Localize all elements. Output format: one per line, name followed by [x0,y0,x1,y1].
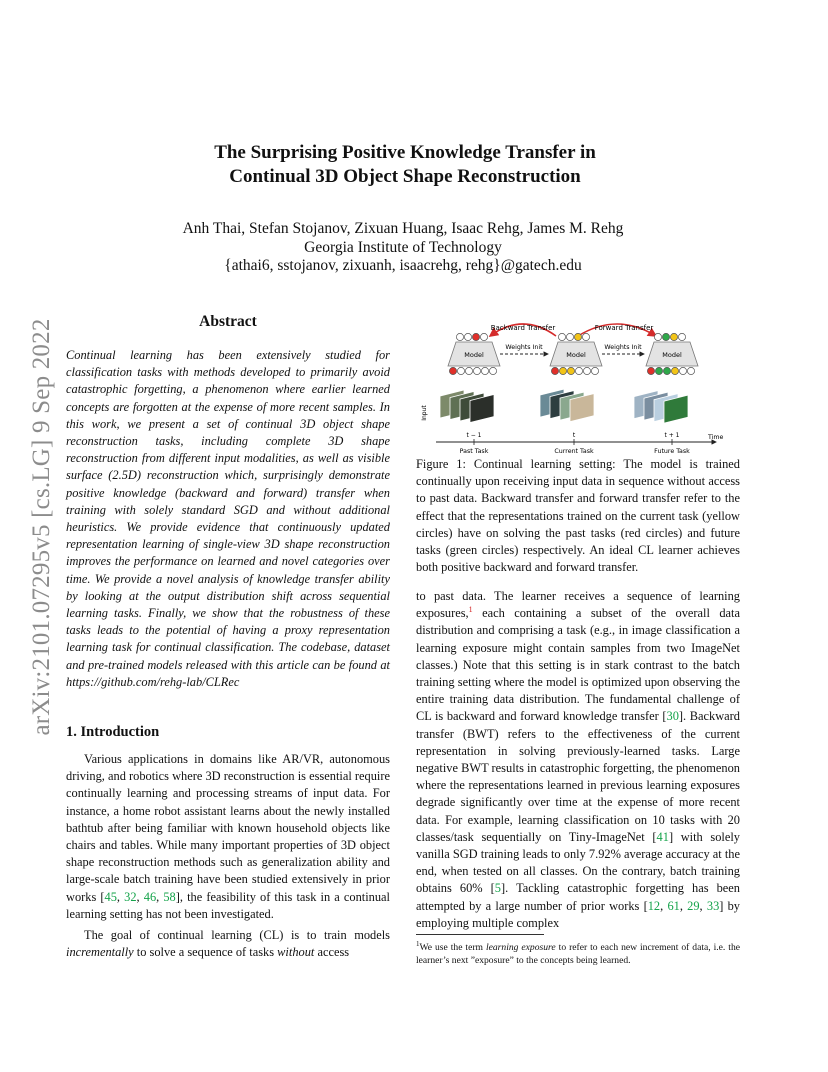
footnote-number: 1 [416,940,420,948]
past-task-label: Past Task [459,448,489,455]
figure-caption: Figure 1: Continual learning setting: The model is trained continually upon receiving input data in sequence without access to past data. Backward transfer and forward transfer refer to the effect that the representations trained on the current task (yellow circles) have on solving the past tasks (red circles) and future tasks (green circles) respectively. An ideal CL learner achieves both positive backward and forward transfer. [416,457,740,575]
model-label: Model [464,351,484,359]
right-column-body: to past data. The learner receives a sequence of learning exposures,$^1$ each containing a subset of the overall data distribution and comprising a task (e.g., in image classification a learning exposure might contain samples from two ImageNet classes.) Note that this setting is in stark contrast to the batch training setting where the model is optimized upon observing the entire training data distribution. The fundamental challenge of CL is backward and forward knowledge transfer [30]. Backward transfer (BWT) refers to the effectiveness of the current representation in solving previously-learned tasks. Large negative BWT results in catastrophic forgetting, the phenomenon where the representations learned in previous learning exposures degrade significantly over time at the expense of more recent data. For example, learning classification on 10 tasks with 20 classes/task sequentially on Tiny-ImageNet [41] with solely vanilla SGD training leads to only 7.92% average accuracy at the end, when tested on all classes. On the contrary, batch training obtains 60% [5]. Tackling catastrophic forgetting has been attempted by a large number of prior works [12, 61, 29, 33] by employing multiple complex [416,589,741,930]
footnote-text: to refer to each new increment of data, i.e. the learner’s next ”exposure” to the concepts being learned. [416,942,740,967]
arxiv-sidebar [16,292,68,762]
future-model-block [646,333,698,374]
citation-link[interactable]: 12 [647,898,661,913]
affiliation: Georgia Institute of Technology [304,238,502,256]
intro-heading: 1. Introduction [66,724,160,740]
body-text: to past data. The learner receives a sequence of learning exposures, [416,589,740,621]
body-text: ] by employing multiple complex [416,898,741,930]
author-emails: {athai6, sstojanov, zixuanh, isaacrehg, rehg}@gatech.edu [224,257,582,274]
body-text: each containing a subset of the overall data distribution and comprising a task (e.g., in image classification a learning exposure might contain samples from two ImageNet classes.) Note that this setting is in stark contrast to the batch training setting where the model is optimized upon observing the entire training data distribution. The fundamental challenge of CL is backward and forward knowledge transfer [ [416,606,740,724]
model-label: Model [662,351,682,359]
citation-link[interactable]: 45 [104,889,117,904]
intro-p1-text-b: ], the feasibility of this task in a continual learning setting has not been investigated. [66,889,390,921]
intro-p2-emphasis: incrementally [66,945,134,960]
intro-p2-text-b: to solve a sequence of tasks [133,945,278,960]
intro-p2-text-a: The goal of continual learning (CL) is to train models [84,928,390,943]
current-input-images [540,389,594,422]
body-text: ]. Backward transfer (BWT) refers to the effectiveness of the current representation in solving previously-learned tasks. Large negative BWT results in catastrophic forgetting, the phenomenon where the representations learned in previous learning exposures degrade significantly over time at the expense of more recent data. For example, learning classification on 10 tasks with 20 classes/task sequentially on Tiny-ImageNet [ [416,709,740,844]
title-line-2: Continual 3D Object Shape Reconstruction [229,166,581,187]
current-model-block [550,333,602,374]
intro-paragraph-2 [66,927,390,961]
body-text: ] with solely vanilla SGD training leads to only 7.92% average accuracy at the end, when tested on all classes. On the contrary, batch training obtains 60% [ [416,829,740,896]
citation-link[interactable]: 29 [687,898,700,913]
citation-link[interactable]: 58 [163,889,176,904]
citation-link[interactable]: 5 [494,881,501,896]
input-axis-label: Input [421,405,428,421]
footnote-emphasis: learning exposure [485,942,556,954]
abstract-heading: Abstract [199,313,257,330]
weights-init-label: Weights Init [505,344,543,351]
future-input-images [634,391,688,424]
footnote [416,938,740,967]
backward-transfer-label: Backward Transfer [490,324,556,332]
paper-title [120,141,690,189]
footnote-marker[interactable]: 1 [468,605,473,615]
author-names: Anh Thai, Stefan Stojanov, Zixuan Huang, Isaac Rehg, James M. Rehg [182,220,624,237]
current-task-label: Current Task [554,448,594,455]
time-axis-label: Time [708,434,724,441]
footnote-text: We use the term [419,942,486,954]
tick-label-t: t [572,432,576,439]
forward-transfer-label: Forward Transfer [594,324,654,332]
arxiv-identifier: arXiv:2101.07295v5 [cs.LG] 9 Sep 2022 [28,318,55,736]
footnote-rule [416,934,544,935]
intro-p2-emphasis: without [277,945,315,960]
citation-link[interactable]: 46 [143,889,157,904]
figure-continual-learning [416,316,740,456]
title-line-1: The Surprising Positive Knowledge Transfer in [214,142,596,163]
citation-link[interactable]: 32 [124,889,137,904]
intro-body [66,751,390,961]
citation-link[interactable]: 41 [656,829,669,844]
tick-label-t-minus-1: t − 1 [466,432,482,439]
past-model-block [448,333,500,374]
abstract-text: Continual learning has been extensively studied for classification tasks with methods developed to primarily avoid catastrophic forgetting, a phenomenon where earlier learned concepts are forgotten at the expense of more recent samples. In this work, we present a set of continual 3D object shape reconstruction tasks, including complete 3D shape reconstruction from different input modalities, as well as visible surface (2.5D) reconstruction which, surprisingly demonstrate positive knowledge (backward and forward) transfer when training with solely standard SGD and without additional heuristics. We provide evidence that continuously updated representation learning of single-view 3D shape reconstruction improves the performance on learned and novel categories over time. We provide a novel analysis of knowledge transfer ability by looking at the output distribution shift across sequential learning tasks. Finally, we show that the robustness of these tasks leads to the potential of having a proxy representation learning task for continual classification. The codebase, dataset and pre-trained models released with this article can be found at https://github.com/rehg-lab/CLRec [66,348,390,689]
intro-p1-text-a: Various applications in domains like AR/VR, autonomous driving, and robotics where 3D reconstruction is essential require continually learning and processing streams of input data. For instance, a home robot assistant learns about the newly installed bathtub after being familiar with known household objects like chairs and tables. While many important properties of 3D object shape reconstruction methods such as generalization ability and large-scale batch training have been studied extensively in prior works [ [66,752,390,904]
citation-link[interactable]: 33 [706,898,720,913]
intro-p2-text-c: access [314,945,350,960]
past-input-images [440,390,494,423]
weights-init-label: Weights Init [604,344,642,351]
intro-paragraph-1: Various applications in domains like AR/VR, autonomous driving, and robotics where 3D reconstruction is essential require continually learning and processing streams of input data. For instance, a home robot assistant learns about the newly installed bathtub after being familiar with known household objects like chairs and tables. While many important properties of 3D object shape reconstruction methods such as generalization ability and large-scale batch training have been studied extensively in prior works [45, 32, 46, 58], the feasibility of this task in a continual learning setting has not been investigated. [66,752,390,921]
citation-link[interactable]: 30 [666,709,679,724]
future-task-label: Future Task [654,448,690,455]
model-label: Model [566,351,586,359]
body-text: ]. Tackling catastrophic forgetting has been attempted by a large number of prior works [ [416,881,740,913]
tick-label-t-plus-1: t + 1 [664,432,680,439]
author-block [120,220,686,276]
citation-link[interactable]: 61 [667,898,680,913]
